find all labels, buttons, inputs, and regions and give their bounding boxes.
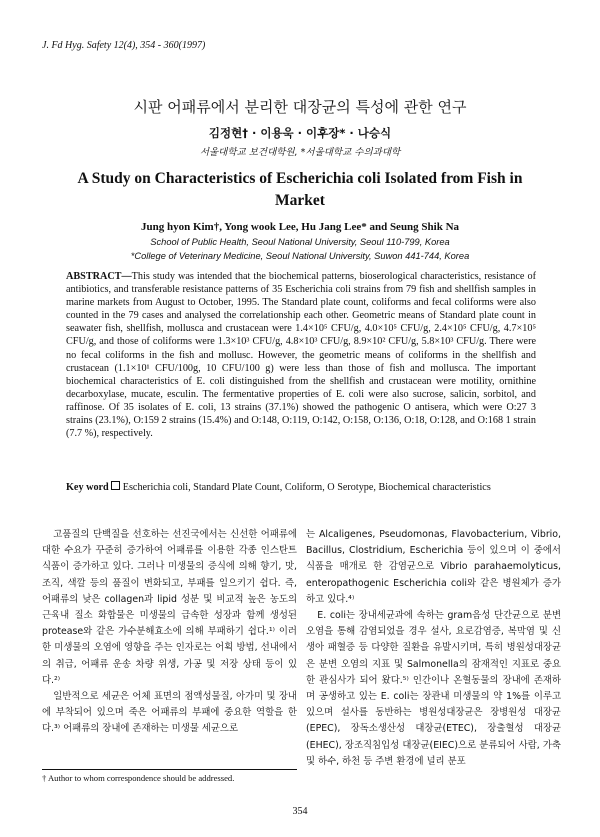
keyword-label: Key word [66,482,109,493]
footnote-rule [42,769,297,770]
abstract-text: This study was intended that the biochemical patterns, bioserological characteristics, resistance of antibiotics, and transferable resistance patterns of 35 Escherichia coli strains from 79 fish and shellfish samples in marine markets from August to October, 1995. The Standard plate count, coliforms and fecal coliforms were also counted in the 79 cases and analysed the correlationship each other. Geometric means of Standard plate count in seawater fish, shellfish, mollusca and crustacean were 1.4×10⁵ CFU/g, 4.0×10⁵ CFU/g, 2.4×10⁵ CFU/g, 4.7×10⁵ CFU/g, and those of coliforms were 1.3×10³ CFU/g, 4.8×10³ CFU/g, 8.9×10² CFU/g, 5.8×10³ CFU/g. There were no fecal coliforms in the fish and mollusc. However, the geometric means of coliforms in the shellfish and crustacean (1.1×10¹ CFU/100g, 10 CFU/100 g) were less than those of fish and mollusca. The important biochemical characteristics of E. coli distinguished from the shellfish and crustacean were motility, ornithine decarboxylase, mucate, esculin. The fermentative properties of E. coli were also sucrose, salicin, sorbitol, and raffinose. Of 35 isolates of E. coli, 13 strains (37.1%) showed the pathogenic O antisera, which were O:27 3 strains (23.1%), O:159 2 strains (15.4%) and O:148, O:119, O:142, O:158, O:136, O:18, O:128, and O:168 1 strain (7.7 %), respectively. [66,271,536,440]
korean-affiliation: 서울대학교 보건대학원, *서울대학교 수의과대학 [199,147,401,158]
keywords [66,481,536,494]
footnote: † Author to whom correspondence should be addressed. [42,773,235,783]
abstract [66,270,536,440]
korean-title: 시판 어패류에서 분리한 대장균의 특성에 관한 연구 [133,98,467,116]
english-affiliation-1: School of Public Health, Seoul National University, Seoul 110-799, Korea [150,237,450,247]
body-column-right [306,527,561,770]
body-column-left [42,527,297,738]
body-paragraph: E. coli는 장내세균과에 속하는 gram음성 단간균으로 분변오염을 통해 감염되었을 경우 설사, 요로감염증, 복막염 및 신생아 패혈증 등 다양한 질환을 유발시키며, 특히 병원성대장균은 분변 오염의 지표 및 Salmonella의 잠재적인 지표로 중요한 관심사가 되어 왔다.⁵⁾ 인간이나 온혈동물의 장내에 존재하며 공생하고 있는 E. coli는 장관내 미생물의 약 1%를 이루고 있으며 설사를 동반하는 병원성대장균은 장병원성 대장균(EPEC), 장독소생산성 대장균(ETEC), 장출혈성 대장균(EHEC), 장조직침입성 대장균(EIEC)으로 분류되어 사람, 가축 및 하수, 하천 등 주변 환경에 널리 분포 [306,610,561,767]
body-paragraph: 일반적으로 세균은 어체 표면의 점액성물질, 아가미 및 장내에 부착되어 있으며 죽은 어패류의 부패에 중요한 역할을 한다.³⁾ 어패류의 장내에 존재하는 미생물 세균으로 [42,691,297,735]
keyword-text: Escherichia coli, Standard Plate Count, Coliform, O Serotype, Biochemical characteristics [122,482,491,493]
page-number: 354 [292,806,308,817]
english-affiliation-2: *College of Veterinary Medicine, Seoul National University, Suwon 441-744, Korea [130,251,470,261]
english-authors: Jung hyon Kim†, Yong wook Lee, Hu Jang Lee* and Seung Shik Na [140,221,460,233]
english-title: A Study on Characteristics of Escherichia coli Isolated from Fish in Market [77,170,523,209]
body-paragraph: 고품질의 단백질을 선호하는 선진국에서는 신선한 어패류에 대한 수요가 꾸준히 증가하여 어패류를 이용한 각종 인스탄트 식품이 증가하고 있다. 그러나 미생물의 증식에 의해 향기, 맛, 조직, 색깔 등의 품질이 변화되고, 부패를 일으키기 쉽다. 즉, 어패류의 낮은 collagen과 lipid 성분 및 비교적 높은 농도의 근육내 질소 화합물은 미생물의 급속한 성장과 함께 생성된 protease와 같은 가수분해효소에 의해 부패하기 쉽다.¹⁾ 이러한 미생물의 오염에 영향을 주는 인자로는 어획 방법, 선내에서의 취급, 어패류 운송 차량 위생, 가공 및 저장 상태 등이 있다.²⁾ [42,529,297,686]
checkbox-square-icon [111,481,120,490]
abstract-label: ABSTRACT— [66,271,132,282]
body-paragraph: 는 Alcaligenes, Pseudomonas, Flavobacterium, Vibrio, Bacillus, Clostridium, Escherichia 등이 있으며 이 중에서 식품을 매개로 한 감염균으로 Vibrio parahaemolyticus, enteropathogenic Escherichia coli와 같은 병원체가 증가하고 있다.⁴⁾ [306,529,561,605]
journal-reference: J. Fd Hyg. Safety 12(4), 354 - 360(1997) [42,40,206,51]
korean-authors: 김정현† · 이용욱 · 이후장* · 나승식 [208,126,392,140]
